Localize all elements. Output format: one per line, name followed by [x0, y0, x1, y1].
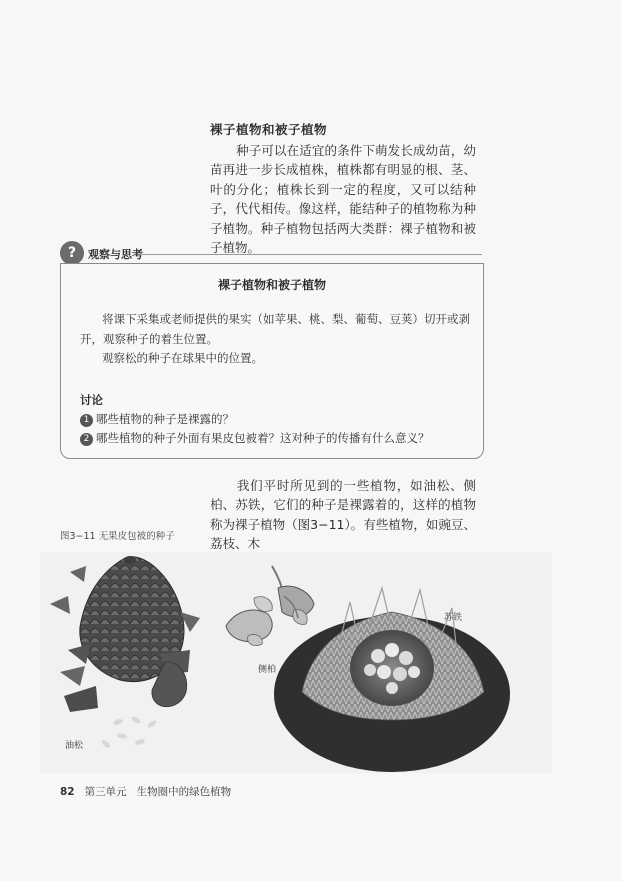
chapter-name: 生物圈中的绿色植物 [136, 786, 232, 798]
question-icon: ? [60, 241, 84, 265]
observe-para-2: 观察松的种子在球果中的位置。 [102, 351, 263, 365]
question-text: 哪些植物的种子外面有果皮包被着？这对种子的传播有什么意义？ [96, 431, 430, 445]
arborvitae-image [226, 566, 314, 646]
section-paragraph-text: 种子可以在适宜的条件下萌发长成幼苗，幼苗再进一步长成植株，植株都有明显的根、茎、叶的分化；植株长到一定的程度，又可以结种子，代代相传。像这样，能结种子的植物称为种子植物。种子植物包括两大类群：裸子植物和被子植物。 [210, 143, 476, 256]
observe-label: 观察与思考 [88, 248, 143, 261]
figure-photo [40, 552, 552, 773]
question-item [80, 430, 430, 446]
observe-instructions [80, 310, 470, 369]
page-number: 82 [60, 786, 75, 798]
seeds-illustration [40, 552, 552, 773]
pine-cone-image [50, 556, 200, 749]
label-arborvitae: 侧柏 [258, 665, 277, 675]
label-cycad: 苏铁 [444, 613, 463, 623]
observe-header-rule [140, 254, 482, 255]
question-number: 2 [80, 433, 93, 446]
unit-name: 第三单元 [84, 786, 127, 798]
observe-box-title: 裸子植物和被子植物 [217, 278, 326, 292]
body-paragraph-2-text: 我们平时所见到的一些植物，如油松、侧柏、苏铁，它们的种子是裸露着的，这样的植物称为裸子植物（图3−11）。有些植物，如豌豆、荔枝、木 [210, 478, 476, 552]
discussion-title: 讨论 [80, 393, 103, 407]
label-pine: 油松 [65, 741, 84, 751]
cycad-image [274, 588, 510, 772]
page-footer [60, 784, 231, 799]
figure-caption: 图3−11 无果皮包被的种子 [60, 531, 175, 542]
section-title: 裸子植物和被子植物 [210, 122, 328, 137]
question-item [80, 411, 234, 427]
question-number: 1 [80, 414, 93, 427]
question-text: 哪些植物的种子是裸露的？ [96, 412, 234, 426]
body-paragraph-2 [210, 476, 476, 554]
section-paragraph [210, 141, 476, 257]
observe-para-1: 将课下采集或老师提供的果实（如苹果、桃、梨、葡萄、豆荚）切开或剥开，观察种子的着生位置。 [80, 312, 470, 346]
